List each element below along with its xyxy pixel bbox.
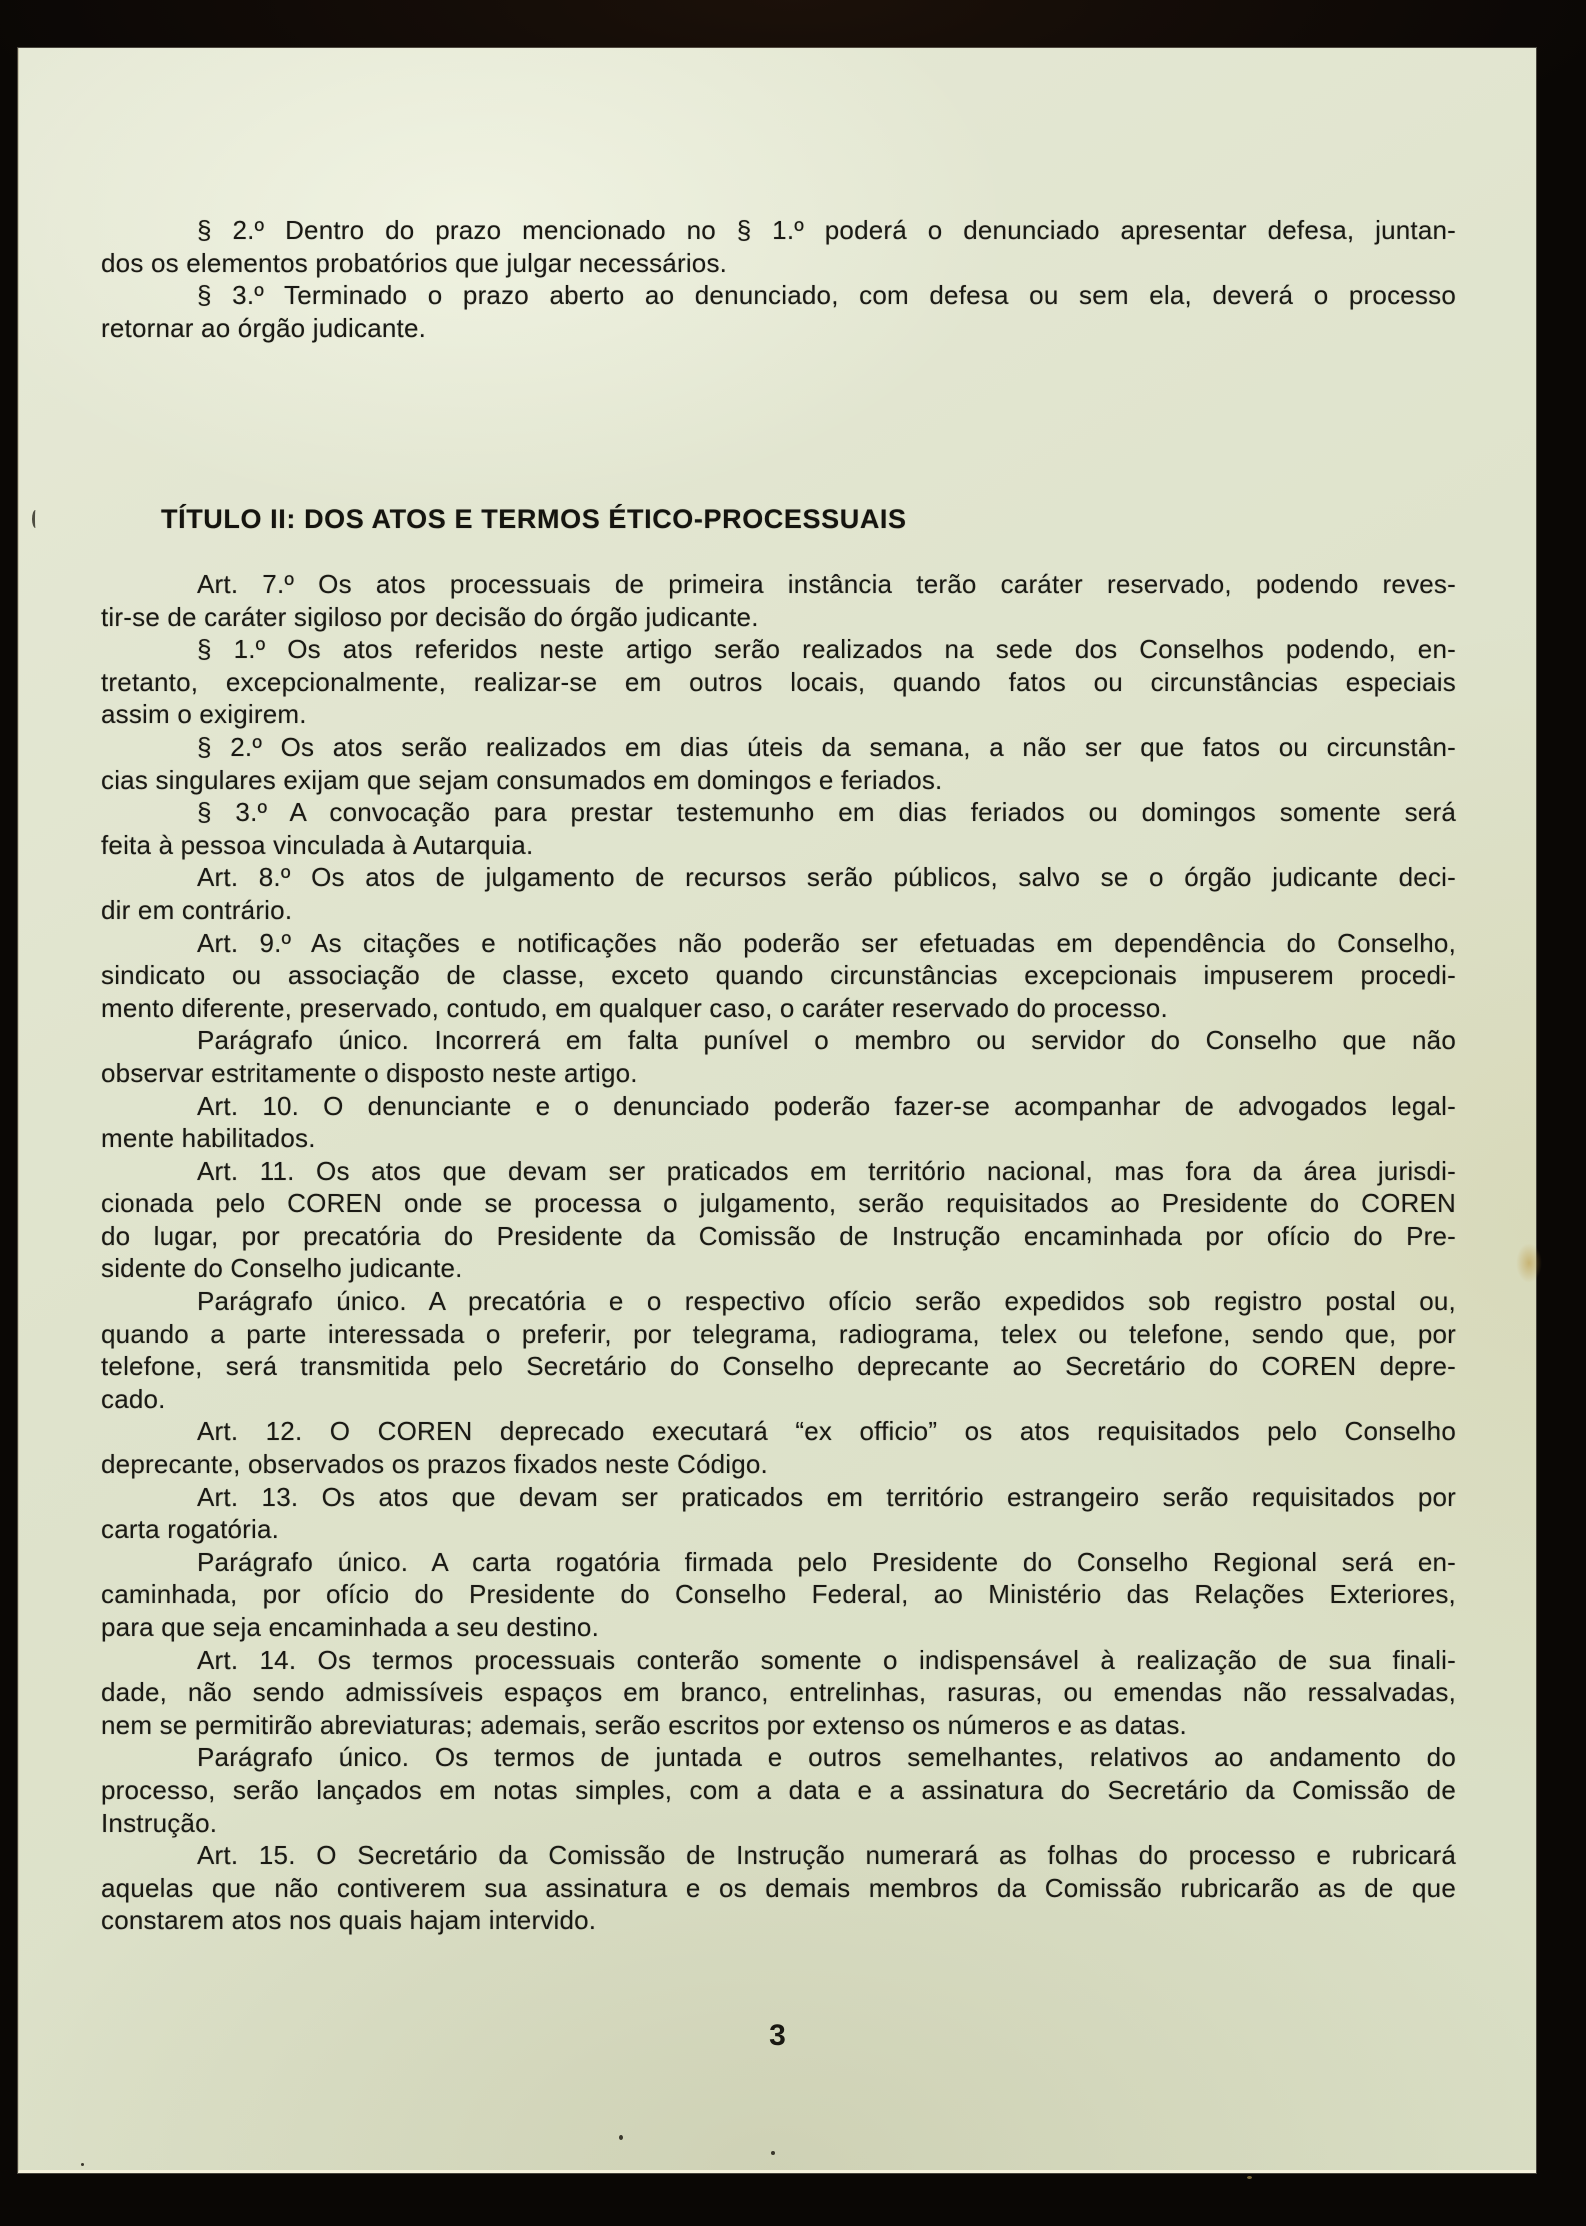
scan-speck (81, 2163, 84, 2166)
scan-stain (1516, 1243, 1542, 1283)
text-line: dos os elementos probatórios que julgar necessários. (101, 247, 728, 278)
text-line: Art. 15. O Secretário da Comissão de Instrução numerará as folhas do processo e rubricará (197, 1840, 1456, 1871)
text-line: § 2.º Dentro do prazo mencionado no § 1.º poderá o denunciado apresentar defesa, juntan- (197, 215, 1456, 245)
page-number: 3 (769, 2019, 786, 2052)
text-line: cado. (101, 1383, 166, 1414)
paragraph (101, 633, 1456, 731)
text-line: feita à pessoa vinculada à Autarquia. (101, 829, 534, 860)
intro-text-block (101, 214, 1456, 344)
text-line: Art. 12. O COREN deprecado executará “ex officio” os atos requisitados pelo Conselho (197, 1416, 1456, 1447)
text-line: Parágrafo único. A carta rogatória firmada pelo Presidente do Conselho Regional será en- (197, 1546, 1456, 1577)
paragraph (101, 861, 1456, 926)
text-line: retornar ao órgão judicante. (101, 312, 427, 343)
scan-speck (771, 2151, 775, 2155)
paragraph (101, 279, 1456, 344)
text-line: § 1.º Os atos referidos neste artigo serão realizados na sede dos Conselhos podendo, en- (197, 634, 1456, 665)
text-line: Art. 10. O denunciante e o denunciado poderão fazer-se acompanhar de advogados legal- (197, 1090, 1456, 1121)
text-line: para que seja encaminhada a seu destino. (101, 1612, 600, 1642)
text-line: dade, não sendo admissíveis espaços em branco, entrelinhas, rasuras, ou emendas não ressalvadas, (101, 1677, 1456, 1708)
paragraph (101, 214, 1456, 279)
text-line: nem se permitirão abreviaturas; ademais, serão escritos por extenso os números e as datas. (101, 1709, 1187, 1740)
paragraph (101, 927, 1456, 1025)
text-line: Parágrafo único. Incorrerá em falta punível o membro ou servidor do Conselho que não (197, 1025, 1456, 1056)
text-line: mente habilitados. (101, 1123, 316, 1154)
text-line: sindicato ou associação de classe, exceto quando circunstâncias excepcionais impuserem procedi- (101, 960, 1456, 991)
section-title: TÍTULO II: DOS ATOS E TERMOS ÉTICO-PROCESSUAIS (161, 504, 907, 534)
text-line: deprecante, observados os prazos fixados neste Código. (101, 1449, 768, 1480)
paragraph (101, 1415, 1456, 1480)
scan-speck (1247, 2176, 1252, 2179)
paragraph (101, 1741, 1456, 1839)
text-line: carta rogatória. (101, 1514, 280, 1545)
paragraph (101, 1155, 1456, 1285)
text-line: Parágrafo único. Os termos de juntada e outros semelhantes, relativos ao andamento do (197, 1742, 1456, 1773)
text-line: Parágrafo único. A precatória e o respectivo ofício serão expedidos sob registro postal ou, (197, 1286, 1456, 1317)
text-line: dir em contrário. (101, 894, 293, 925)
text-line: tretanto, excepcionalmente, realizar-se em outros locais, quando fatos ou circunstâncias especiais (101, 666, 1456, 697)
paragraph (101, 731, 1456, 796)
text-line: constarem atos nos quais hajam intervido. (101, 1905, 597, 1936)
scan-speck (619, 2135, 623, 2140)
text-line: processo, serão lançados em notas simples, com a data e a assinatura do Secretário da Comissão de (101, 1774, 1456, 1805)
paragraph (101, 1644, 1456, 1742)
text-line: assim o exigirem. (101, 699, 307, 730)
text-line: sidente do Conselho judicante. (101, 1253, 463, 1284)
text-line: telefone, será transmitida pelo Secretário do Conselho deprecante ao Secretário do COREN depre- (101, 1351, 1456, 1382)
text-line: Art. 7.º Os atos processuais de primeira instância terão caráter reservado, podendo reves- (197, 569, 1456, 599)
paragraph (101, 796, 1456, 861)
document-page (18, 48, 1536, 2173)
text-line: Art. 14. Os termos processuais conterão somente o indispensável à realização de sua finali- (197, 1644, 1456, 1675)
text-line: Art. 13. Os atos que devam ser praticados em território estrangeiro serão requisitados por (197, 1481, 1456, 1512)
text-line: do lugar, por precatória do Presidente da Comissão de Instrução encaminhada por ofício do Pre- (101, 1220, 1456, 1251)
text-line: mento diferente, preservado, contudo, em qualquer caso, o caráter reservado do processo. (101, 992, 1168, 1023)
paragraph (101, 1090, 1456, 1155)
text-line: aquelas que não contiverem sua assinatura e os demais membros da Comissão rubricarão as de que (101, 1872, 1456, 1903)
paragraph (101, 568, 1456, 633)
text-line: cionada pelo COREN onde se processa o julgamento, serão requisitados ao Presidente do COREN (101, 1188, 1456, 1219)
text-line: Art. 8.º Os atos de julgamento de recursos serão públicos, salvo se o órgão judicante deci- (197, 862, 1456, 893)
text-line: Art. 11. Os atos que devam ser praticados em território nacional, mas fora da área jurisdi- (197, 1155, 1456, 1186)
text-line: quando a parte interessada o preferir, por telegrama, radiograma, telex ou telefone, sendo que, por (101, 1318, 1456, 1349)
text-line: cias singulares exijam que sejam consumados em domingos e feriados. (101, 764, 943, 795)
text-line: § 2.º Os atos serão realizados em dias úteis da semana, a não ser que fatos ou circunstân- (197, 731, 1456, 762)
paragraph (101, 1481, 1456, 1546)
paragraph (101, 1546, 1456, 1644)
text-line: § 3.º Terminado o prazo aberto ao denunciado, com defesa ou sem ela, deverá o processo (197, 280, 1456, 311)
text-line: tir-se de caráter sigiloso por decisão do órgão judicante. (101, 601, 759, 632)
text-line: caminhada, por ofício do Presidente do Conselho Federal, ao Ministério das Relações Exteriores, (101, 1579, 1456, 1610)
scan-artifact-mark (32, 510, 39, 528)
body-text-block (101, 568, 1456, 1937)
text-line: Instrução. (101, 1807, 218, 1838)
text-line: § 3.º A convocação para prestar testemunho em dias feriados ou domingos somente será (197, 797, 1456, 828)
paragraph (101, 1839, 1456, 1937)
text-line: observar estritamente o disposto neste artigo. (101, 1057, 638, 1088)
paragraph (101, 1285, 1456, 1415)
paragraph (101, 1024, 1456, 1089)
text-line: Art. 9.º As citações e notificações não poderão ser efetuadas em dependência do Conselho, (197, 927, 1456, 958)
